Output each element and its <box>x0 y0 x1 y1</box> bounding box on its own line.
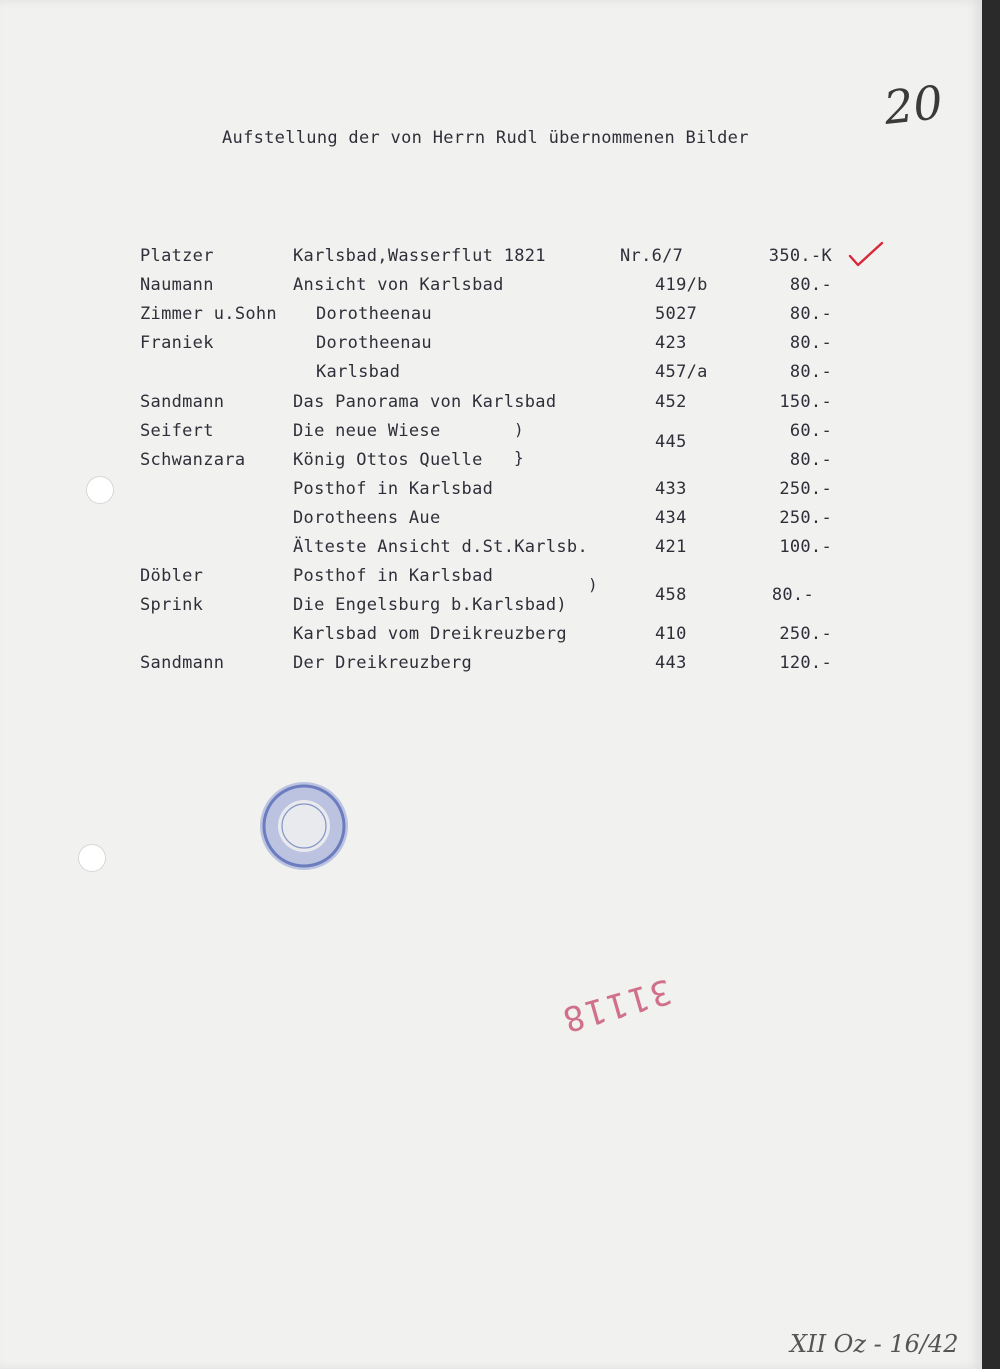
artist-cell: Döbler <box>140 566 204 586</box>
title-cell: Das Panorama von Karlsbad <box>293 392 557 412</box>
price-cell: 250.- <box>779 479 832 499</box>
nr-cell: 5027 <box>655 304 698 324</box>
table-row <box>0 479 982 505</box>
artist-cell: Schwanzara <box>140 450 246 470</box>
price-cell: 80.- <box>789 450 832 470</box>
table-row <box>0 392 982 418</box>
group-nr-cell: 445 <box>655 432 687 452</box>
group-brace-icon: ) <box>588 575 598 594</box>
artist-cell: Sandmann <box>140 392 225 412</box>
table-row <box>0 624 982 650</box>
handwritten-page-number: 20 <box>881 75 946 135</box>
price-cell: 120.- <box>779 653 832 673</box>
title-cell: Dorotheenau <box>316 333 432 353</box>
group-brace-icon: ) <box>514 420 524 439</box>
price-cell: 80.- <box>789 275 832 295</box>
artist-cell: Sprink <box>140 595 204 615</box>
title-cell: Ansicht von Karlsbad <box>293 275 504 295</box>
archive-number-stamp: 31118 <box>556 970 676 1040</box>
price-cell: 100.- <box>779 537 832 557</box>
punch-hole <box>78 844 106 872</box>
artist-cell: Platzer <box>140 246 214 266</box>
group-nr-cell: 458 <box>655 585 687 605</box>
nr-cell: 433 <box>655 479 687 499</box>
table-row <box>0 653 982 679</box>
red-check-mark-icon <box>846 240 886 270</box>
table-row <box>0 246 982 272</box>
title-cell: Karlsbad <box>316 362 401 382</box>
price-cell: 80.- <box>789 362 832 382</box>
title-cell: Die Engelsburg b.Karlsbad) <box>293 595 567 615</box>
artist-cell: Sandmann <box>140 653 225 673</box>
artist-cell: Zimmer u.Sohn <box>140 304 277 324</box>
price-cell: 60.- <box>789 421 832 441</box>
table-row <box>0 421 982 447</box>
title-cell: Karlsbad vom Dreikreuzberg <box>293 624 567 644</box>
title-cell: Dorotheens Aue <box>293 508 441 528</box>
group-price-cell: 80.- <box>771 585 814 605</box>
nr-cell: 457/a <box>655 362 708 382</box>
title-cell: Posthof in Karlsbad <box>293 566 494 586</box>
title-cell: Älteste Ansicht d.St.Karlsb. <box>293 537 588 557</box>
group-brace-icon: } <box>514 448 524 467</box>
artist-cell: Seifert <box>140 421 214 441</box>
price-cell: 150.- <box>779 392 832 412</box>
title-cell: Dorotheenau <box>316 304 432 324</box>
title-cell: Posthof in Karlsbad <box>293 479 494 499</box>
nr-cell: Nr.6/7 <box>620 246 684 266</box>
title-cell: Karlsbad,Wasserflut 1821 <box>293 246 546 266</box>
table-row <box>0 275 982 301</box>
table-row <box>0 508 982 534</box>
nr-cell: 410 <box>655 624 687 644</box>
handwritten-archive-code: XII Oz - 16/42 <box>790 1330 959 1358</box>
nr-cell: 419/b <box>655 275 708 295</box>
table-row <box>0 362 982 388</box>
nr-cell: 423 <box>655 333 687 353</box>
price-cell: 350.-K <box>768 246 832 266</box>
table-row <box>0 333 982 359</box>
title-cell: König Ottos Quelle <box>293 450 483 470</box>
artist-cell: Naumann <box>140 275 214 295</box>
title-cell: Die neue Wiese <box>293 421 441 441</box>
artist-cell: Franiek <box>140 333 214 353</box>
table-row <box>0 566 982 592</box>
table-row <box>0 595 982 621</box>
round-seal-icon <box>256 778 352 874</box>
title-cell: Der Dreikreuzberg <box>293 653 473 673</box>
table-row <box>0 304 982 330</box>
nr-cell: 443 <box>655 653 687 673</box>
table-row <box>0 450 982 476</box>
punch-hole <box>86 476 114 504</box>
price-cell: 250.- <box>779 508 832 528</box>
price-cell: 80.- <box>789 333 832 353</box>
table-row <box>0 537 982 563</box>
document-title: Aufstellung der von Herrn Rudl übernommenen Bilder <box>222 128 749 148</box>
price-cell: 80.- <box>789 304 832 324</box>
nr-cell: 452 <box>655 392 687 412</box>
nr-cell: 421 <box>655 537 687 557</box>
nr-cell: 434 <box>655 508 687 528</box>
price-cell: 250.- <box>779 624 832 644</box>
